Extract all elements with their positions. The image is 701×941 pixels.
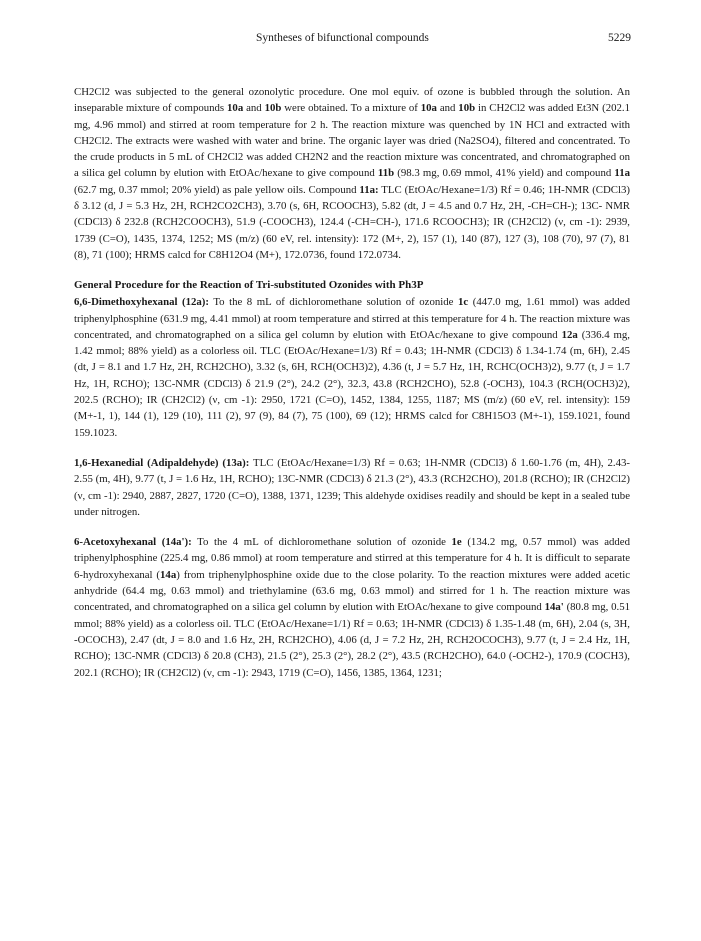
paragraph-text: (336.4 mg, 1.42 mmol; 88% yield) as a colorless oil. TLC (EtOAc/Hexane=1/3) Rf = 0.43; 1H-NMR (CDCl3) δ 1.34-1.74 (m, 6H), 2.45 (dt, J = 8.1 and 1.7 Hz, 2H, RCH2CHO), 3.32 (s, 6H, RCH(OCH3)2), 4.36 (t, J = 5.7 Hz, 1H, RCHC(OCH3)2), 9.77 (t, J = 1.7 Hz, 1H, RCHO); 13C-NMR (CDCl3) δ 21.9 (2°), 24.2 (2°), 32.3, 43.8 (RCH2CHO), 52.8 (-OCH3), 104.3 (RCH(OCH3)2), 202.5 (RCHO); IR (CH2Cl2) (ν, cm -1): 2950, 1721 (C=O), 1452, 1384, 1255, 1187; MS (m/z) (60 eV, rel. intensity): 159 (M+-1, 1), 144 (1), 129 (10), 111 (2), 97 (9), 84 (7), 75 (100), 69 (12); HRMS calcd for C8H15O3 (M+-1), 159.1021, found 159.1023. [74,328,630,439]
section-heading: General Procedure for the Reaction of Tri-substituted Ozonides with Ph3P [74,279,424,292]
compound-label: 11a [614,167,630,180]
article-body [74,84,630,681]
compound-label: 6-Acetoxyhexanal (14a'): [74,536,192,549]
paragraph-text: were obtained. To a mixture of [281,102,421,115]
compound-label: 10a [227,102,244,115]
compound-label: 14a' [544,601,564,614]
compound-label: 12a [561,328,578,341]
paragraph-text: TLC (EtOAc/Hexane=1/3) Rf = 0.46; 1H-NMR (CDCl3) δ 3.12 (d, J = 5.3 Hz, 2H, RCH2CO2CH3), 3.70 (s, 6H, RCOOCH3), 5.82 (dt, J = 4.5 and 0.7 Hz, 2H, -CH=CH-); 13C- NMR (CDCl3) δ 232.8 (RCH2COOCH3), 51.9 (-COOCH3), 124.4 (-CH=CH-), 171.6 RCOOCH3); IR (CH2Cl2) (ν, cm -1): 2939, 1739 (C=O), 1435, 1374, 1252; MS (m/z) (60 eV, rel. intensity): 172 (M+, 2), 157 (1), 140 (87), 127 (3), 108 (70), 97 (7), 81 (8), 71 (100); HRMS calcd for C8H12O4 (M+), 172.0736, found 172.0734. [74,183,630,261]
compound-label: 1e [451,536,462,549]
compound-label: 10a [420,102,437,115]
compound-label: 11b [377,167,395,180]
paragraph-text: To the 8 mL of dichloromethane solution of ozonide [208,296,458,309]
paragraph-text: (98.3 mg, 0.69 mmol, 41% yield) and compound [394,167,615,180]
paragraph-text: CH2Cl2 was subjected to the general ozonolytic procedure. One mol equiv. of ozone is bubbled through the solution. An inseparable mixture of compounds [74,86,630,115]
compound-label: 10b [264,102,282,115]
paragraph-dimethoxyhexanal [74,294,630,441]
paragraph-acetoxyhexanal [74,534,630,681]
compound-label: 14a [160,568,177,581]
paragraph-hexanedial [74,455,630,520]
paragraph-text: (80.8 mg, 0.51 mmol; 88% yield) as a colorless oil. TLC (EtOAc/Hexane=1/1) Rf = 0.63; 1H-NMR (CDCl3) δ 1.35-1.48 (m, 6H), 2.04 (s, 3H, -OCOCH3), 2.47 (dt, J = 8.0 and 1.6 Hz, 2H, RCH2CHO), 4.06 (d, J = 7.2 Hz, 2H, RCH2OCOCH3), 9.77 (t, J = 2.4 Hz, 1H, RCHO); 13C-NMR (CDCl3) δ 20.8 (CH3), 21.5 (2°), 25.3 (2°), 28.2 (2°), 43.5 (RCH2CHO), 64.0 (-OCH2-), 170.9 (COCH3), 202.1 (RCHO); IR (CH2Cl2) (ν, cm -1): 2943, 1719 (C=O), 1456, 1385, 1364, 1231; [74,601,630,679]
compound-label: 1,6-Hexanedial (Adipaldehyde) (13a): [74,456,250,469]
paragraph-text: To the 4 mL of dichloromethane solution of ozonide [191,536,452,549]
paragraph-text: ) from triphenylphosphine oxide due to the close polarity. To the reaction mixtures were added acetic anhydride (64.4 mg, 0.63 mmol) and triethylamine (63.6 mg, 0.63 mmol) and stirred for 1 h. The reaction mixture was concentrated, and chromatographed on a silica gel column by elution with EtOAc/hexane to give compound [74,568,630,614]
compound-label: 6,6-Dimethoxyhexanal (12a): [74,296,209,309]
paragraph-text: (134.2 mg, 0.57 mmol) was added triphenylphosphine (225.4 mg, 0.86 mmol) at room temperature and stirred at this temperature for 4 h. It is difficult to separate 6-hydroxyhexanal ( [74,536,630,581]
compound-label: 11a: [359,183,379,196]
paragraph-text: in CH2Cl2 was added Et3N (202.1 mg, 4.96 mmol) and stirred at room temperature for 2 h. The reaction mixture was quenched by 1N HCl and extracted with CH2Cl2. The extracts were washed with water and brine. The organic layer was dried (Na2SO4), filtered and concentrated. To the crude products in 5 mL of CH2Cl2 was added CH2N2 and the reaction mixture was concentrated, and chromatographed on a silica gel column by elution with EtOAc/hexane to give compound [74,102,630,180]
paragraph-text: (447.0 mg, 1.61 mmol) was added triphenylphosphine (631.9 mg, 4.41 mmol) at room temperature and stirred at this temperature for 4 h. The reaction mixture was concentrated, and chromatographed on a silica gel column by elution with EtOAc/hexane to give compound [74,296,631,341]
page-number: 5229 [608,32,631,44]
paragraph-text: TLC (EtOAc/Hexane=1/3) Rf = 0.63; 1H-NMR (CDCl3) δ 1.60-1.76 (m, 4H), 2.43-2.55 (m, 4H), 9.77 (t, J = 1.6 Hz, 1H, RCHO); 13C-NMR (CDCl3) δ 21.3 (2°), 43.3 (RCH2CHO), 201.8 (RCHO); IR (CH2Cl2) (ν, cm -1): 2940, 2887, 2827, 1720 (C=O), 1388, 1371, 1239; This aldehyde oxidises readily and should be kept in a sealed tube under nitrogen. [74,456,630,518]
paragraph-text: and [243,102,265,115]
paragraph-ozonolysis-procedure [74,84,630,263]
paragraph-text: and [436,102,459,115]
paragraph-text: (62.7 mg, 0.37 mmol; 20% yield) as pale yellow oils. Compound [74,183,360,196]
header-title: Syntheses of bifunctional compounds [256,32,429,44]
compound-label: 10b [458,102,476,115]
compound-label: 1c [458,296,469,309]
